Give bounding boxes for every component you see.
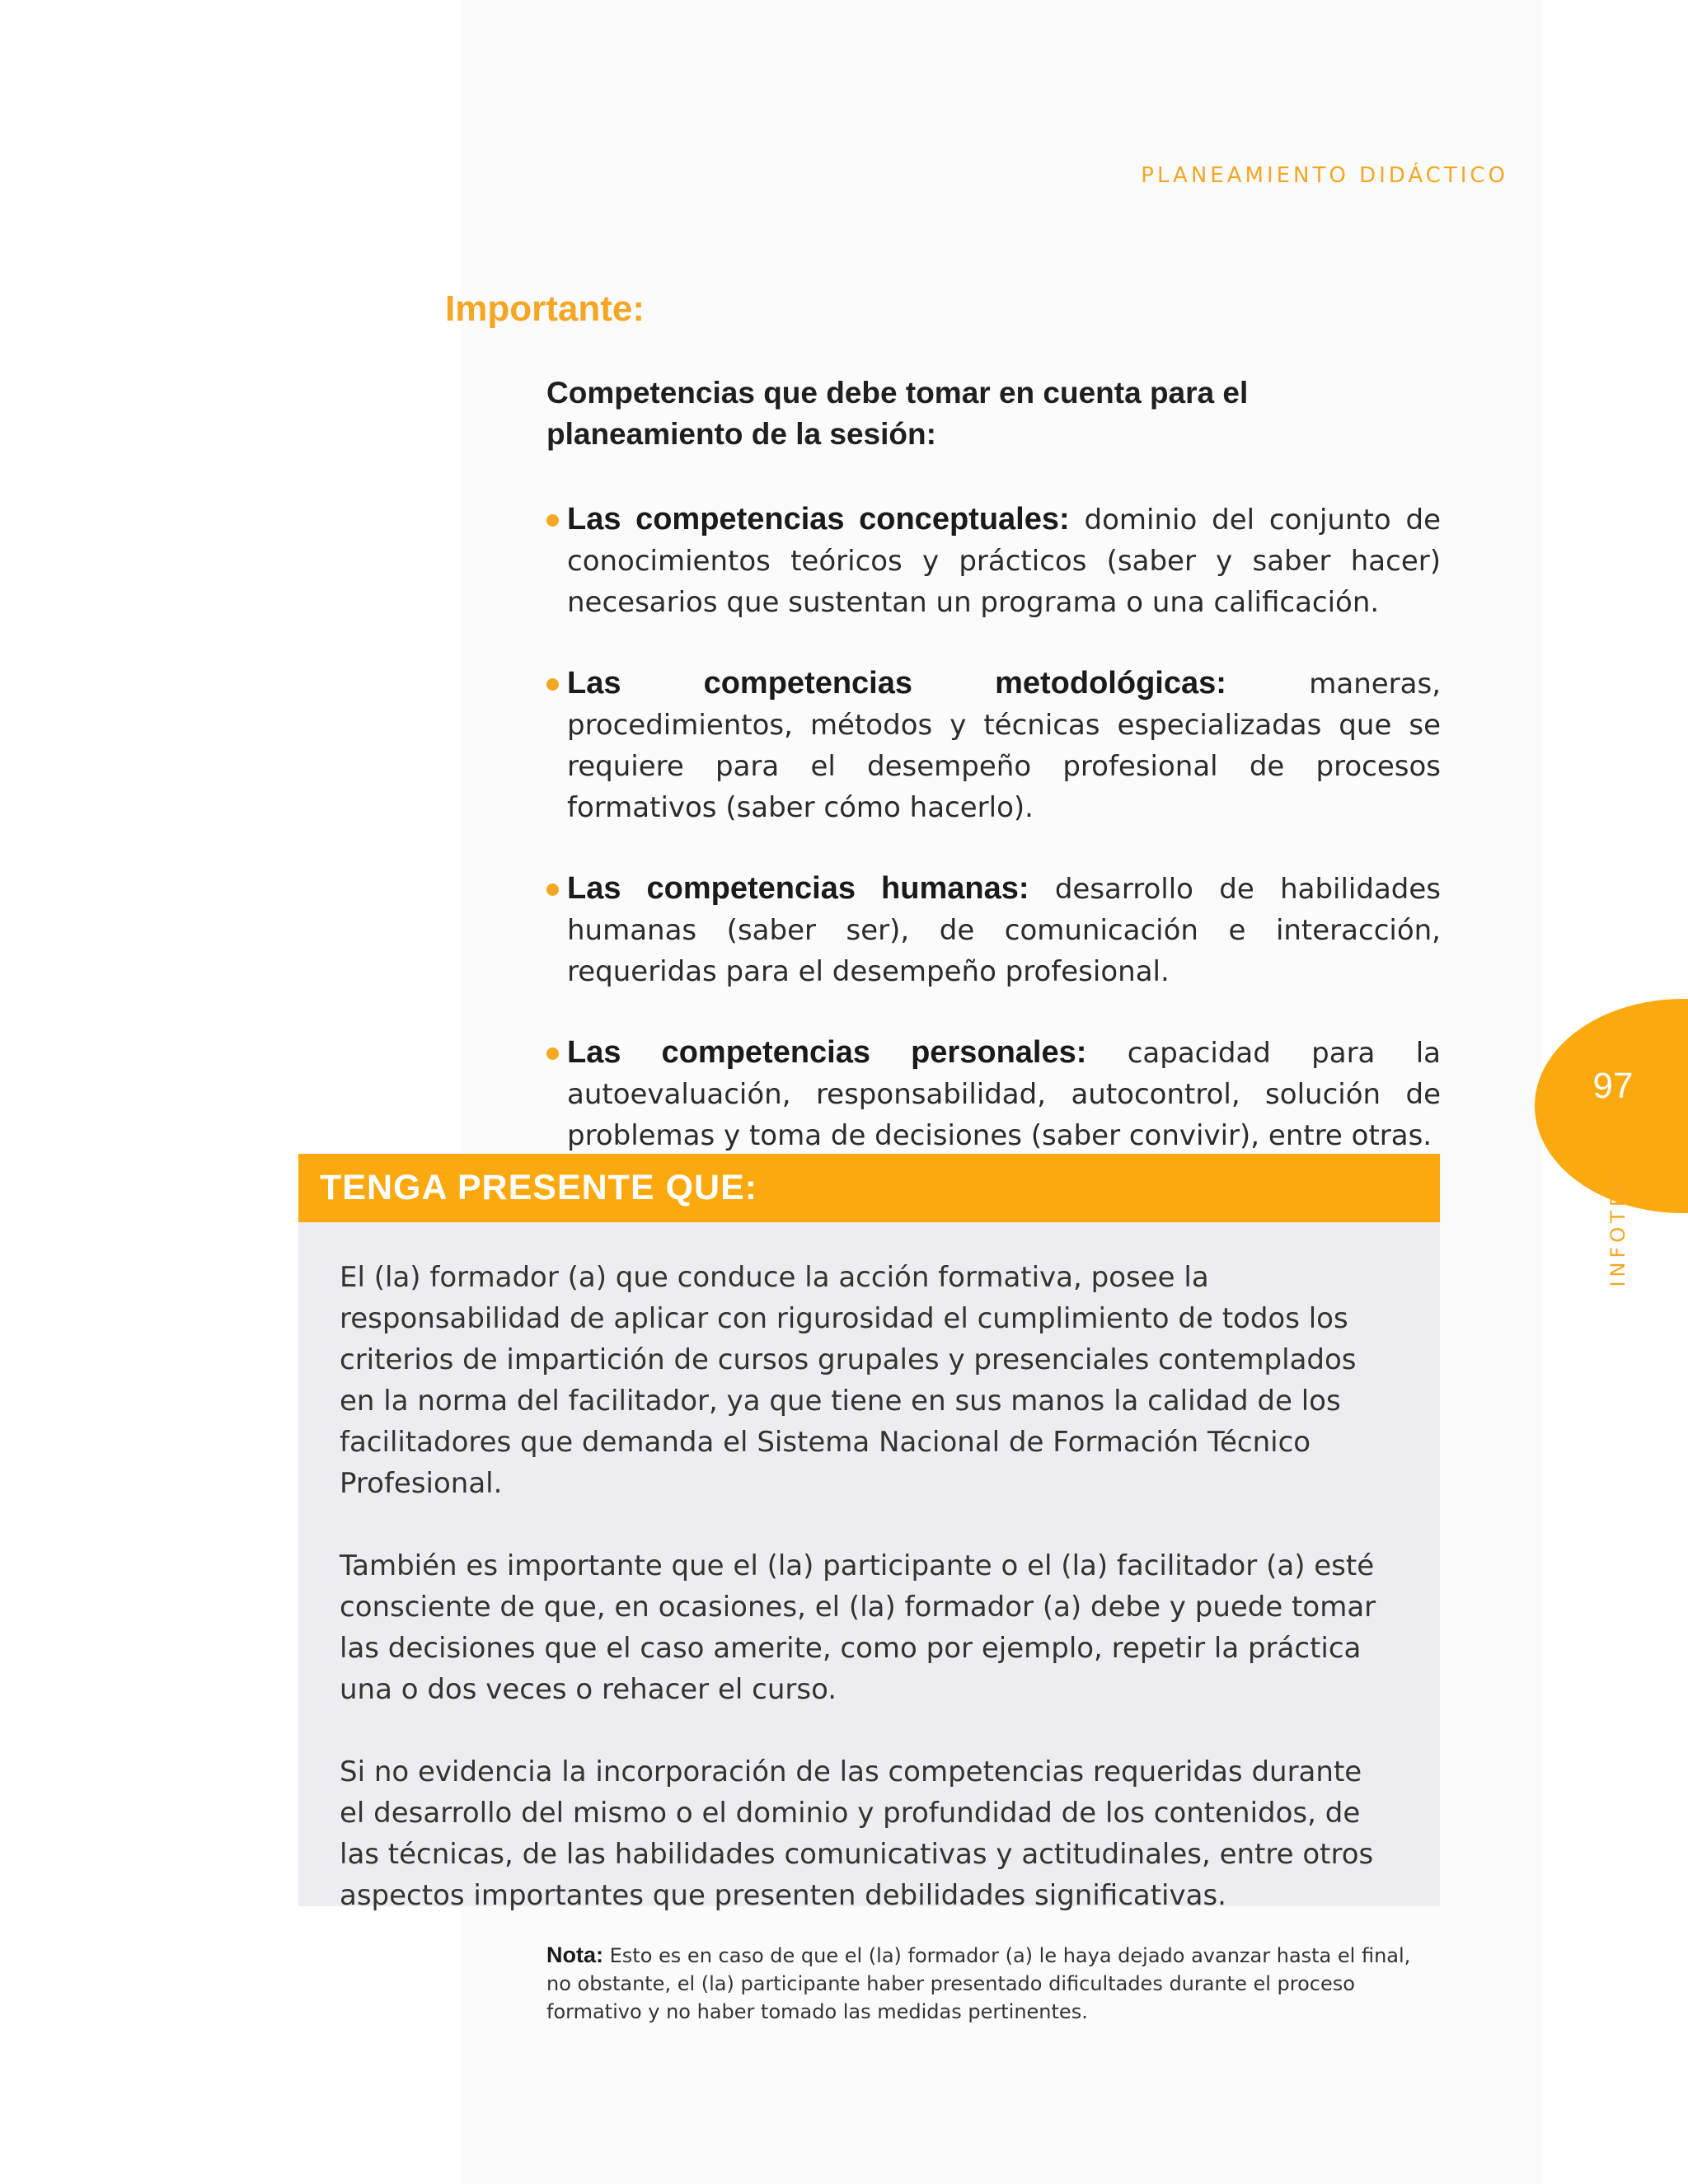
bullet-description: capacidad para la autoevaluación, responsabilidad, autocontrol, solución de problemas y toma de decisiones (saber convivir), entre otras. [567,1037,1441,1152]
bullet-description: maneras, procedimientos, métodos y técnicas especializadas que se requiere para el desempeño profesional de procesos formativos (saber cómo hacerlo). [567,668,1442,824]
list-item [546,499,1441,623]
bullet-text [567,1032,1441,1156]
callout-paragraph: El (la) formador (a) que conduce la acción formativa, posee la responsabilidad de aplicar con rigurosidad el cumplimiento de todos los criterios de impartición de cursos grupales y presenciales contemplados en la norma del facilitador, ya que tiene en sus manos la calidad de los facilitadores que demanda el Sistema Nacional de Formación Técnico Profesional. [340,1261,1357,1500]
callout-paragraph: También es importante que el (la) participante o el (la) facilitador (a) esté consciente de que, en ocasiones, el (la) formador (a) debe y puede tomar las decisiones que el caso amerite, como por ejemplo, repetir la práctica una o dos veces o rehacer el curso. [340,1549,1376,1706]
list-item [546,868,1441,992]
bullet-icon [546,1047,559,1060]
bullet-text [567,663,1441,828]
bullet-icon [546,678,559,691]
page-number: 97 [1592,1066,1634,1106]
callout-body [298,1222,1440,1912]
footnote [546,1941,1441,2026]
bullet-text [567,499,1441,623]
competencias-list [546,499,1441,1196]
bullet-term: Las competencias metodológicas: [567,666,1226,701]
note-label: Nota: [546,1943,603,1967]
list-item [546,663,1441,828]
list-item [546,1032,1441,1156]
bullet-term: Las competencias personales: [567,1035,1087,1070]
bullet-term: Las competencias conceptuales: [567,502,1070,537]
running-header: PLANEAMIENTO DIDÁCTICO [1141,163,1508,188]
sidebar-label: INFOTEP [1606,1174,1629,1287]
bullet-icon [546,514,559,527]
bullet-term: Las competencias humanas: [567,871,1029,906]
importante-heading: Importante: [445,288,645,329]
bullet-text [567,868,1441,992]
bullet-description: dominio del conjunto de conocimientos teóricos y prácticos (saber y saber hacer) necesarios que sustentan un programa o una calificación. [567,504,1441,619]
bullet-description: desarrollo de habilidades humanas (saber ser), de comunicación e interacción, requeridas para el desempeño profesional. [567,873,1442,988]
competencias-intro: Competencias que debe tomar en cuenta para el planeamiento de la sesión: [546,376,1249,451]
callout-paragraph: Si no evidencia la incorporación de las competencias requeridas durante el desarrollo del mismo o el dominio y profundidad de los contenidos, de las técnicas, de las habilidades comunicativas y actitudinales, entre otros aspectos importantes que presenten debilidades significativas. [340,1755,1374,1912]
note-text: Esto es en caso de que el (la) formador (a) le haya dejado avanzar hasta el final, no obstante, el (la) participante haber presentado dificultades durante el proceso formativo y no haber tomado las medidas pertinentes. [546,1944,1411,2023]
callout-title: TENGA PRESENTE QUE: [298,1154,1440,1222]
bullet-icon [546,883,559,896]
